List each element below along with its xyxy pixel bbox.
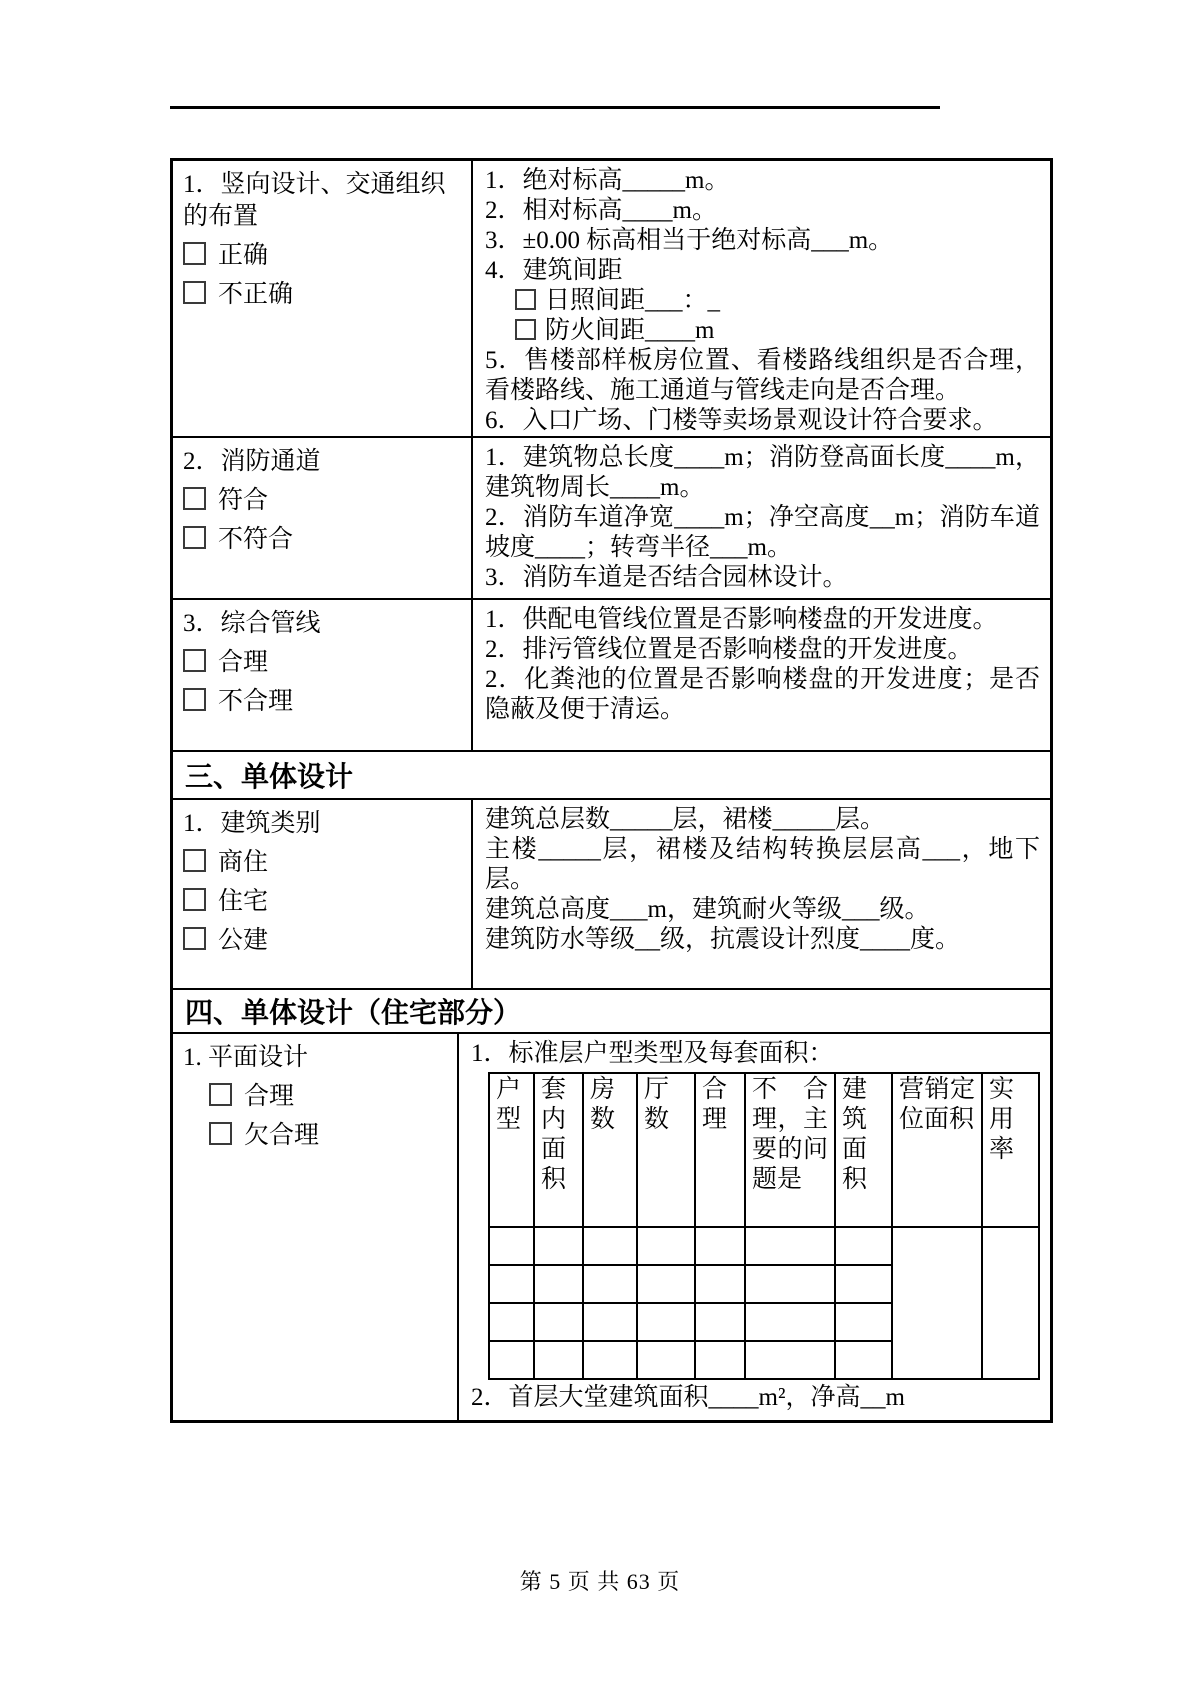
column-header-unit-type: 户型	[489, 1073, 534, 1227]
empty-cell	[637, 1341, 695, 1379]
option-label: 合理	[244, 1083, 295, 1110]
empty-cell	[489, 1303, 534, 1341]
subtable-header-row	[489, 1073, 1039, 1227]
empty-cell	[835, 1227, 892, 1265]
empty-cell	[489, 1227, 534, 1265]
right-cell	[473, 600, 1050, 750]
page-number: 第 5 页 共 63 页	[519, 1569, 681, 1594]
option-label: 住宅	[218, 888, 269, 915]
checkbox-icon	[183, 281, 206, 304]
right-cell	[473, 438, 1050, 598]
checkbox-icon	[209, 1083, 232, 1106]
text-line: 建筑总高度___m，建筑耐火等级___级。	[485, 896, 930, 923]
table-row-building-category	[173, 800, 1050, 990]
checkbox-icon	[183, 649, 206, 672]
option-reasonable	[209, 1081, 449, 1113]
checkbox-icon	[515, 319, 536, 340]
checkbox-icon	[183, 487, 206, 510]
text-line: 建筑防水等级__级，抗震设计烈度____度。	[485, 926, 961, 953]
section-title: 四、单体设计（住宅部分）	[185, 998, 522, 1029]
option-public-building	[183, 925, 463, 957]
empty-cell	[637, 1227, 695, 1265]
empty-cell	[534, 1303, 583, 1341]
empty-cell	[835, 1341, 892, 1379]
empty-cell	[489, 1341, 534, 1379]
column-header-interior-area: 套内面积	[534, 1073, 583, 1227]
empty-cell	[695, 1303, 745, 1341]
checkbox-icon	[515, 289, 536, 310]
left-cell	[173, 161, 473, 436]
text-line: 6．入口广场、门楼等卖场景观设计符合要求。	[485, 407, 998, 434]
option-label: 不正确	[218, 281, 294, 308]
design-review-table	[170, 158, 1053, 1423]
option-residential	[183, 886, 463, 918]
option-incorrect	[183, 279, 463, 311]
option-label: 公建	[218, 927, 269, 954]
option-label: 合理	[218, 649, 269, 676]
empty-cell	[745, 1265, 835, 1303]
text-line: 主楼_____层，裙楼及结构转换层层高___，地下层。	[485, 836, 1040, 893]
option-correct	[183, 240, 463, 272]
checkbox-icon	[183, 888, 206, 911]
check-line-label: 防火间距____m	[545, 317, 715, 344]
text-line: 4．建筑间距	[485, 257, 623, 284]
left-cell	[173, 438, 473, 598]
text-line: 3．±0.00 标高相当于绝对标高___m。	[485, 227, 894, 254]
text-line: 2．消防车道净宽____m；净空高度__m；消防车道坡度____；转弯半径___m。	[485, 504, 1040, 561]
item-title: 2．消防通道	[183, 448, 321, 475]
table-row-vertical-design	[173, 161, 1050, 438]
subtable-outro-line: 2．首层大堂建筑面积____m²，净高__m	[471, 1384, 905, 1411]
check-line-fire-spacing	[515, 316, 1040, 346]
option-less-reasonable	[209, 1120, 449, 1152]
check-line-sunlight-spacing	[515, 286, 1040, 316]
column-header-room-count: 房数	[583, 1073, 637, 1227]
empty-cell	[583, 1227, 637, 1265]
option-nonconform	[183, 524, 463, 556]
text-line: 建筑总层数_____层，裙楼_____层。	[485, 806, 886, 833]
left-cell	[173, 1034, 459, 1420]
table-row-plan-design	[173, 1034, 1050, 1420]
empty-cell	[534, 1265, 583, 1303]
empty-cell	[835, 1303, 892, 1341]
checkbox-icon	[183, 849, 206, 872]
empty-cell	[745, 1303, 835, 1341]
subtable-intro-line: 1．标准层户型类型及每套面积：	[471, 1040, 834, 1067]
empty-cell	[637, 1303, 695, 1341]
empty-cell	[835, 1265, 892, 1303]
empty-cell	[583, 1265, 637, 1303]
option-label: 符合	[218, 487, 269, 514]
checkbox-icon	[183, 927, 206, 950]
header-rule	[170, 106, 940, 109]
section-header-unit-design	[173, 752, 1050, 800]
section-header-unit-design-residential	[173, 990, 1050, 1034]
option-label: 欠合理	[244, 1122, 320, 1149]
table-row-utilities	[173, 600, 1050, 752]
text-line: 2．化粪池的位置是否影响楼盘的开发进度；是否隐蔽及便于清运。	[485, 666, 1040, 723]
option-label: 不符合	[218, 526, 294, 553]
empty-cell	[695, 1227, 745, 1265]
column-header-marketing-area: 营销定位面积	[892, 1073, 982, 1227]
empty-cell	[534, 1341, 583, 1379]
checkbox-icon	[209, 1122, 232, 1145]
left-cell	[173, 800, 473, 988]
option-label: 不合理	[218, 688, 294, 715]
unit-type-subtable	[488, 1072, 1040, 1380]
text-line: 3．消防车道是否结合园林设计。	[485, 564, 848, 591]
checkbox-icon	[183, 242, 206, 265]
checkbox-icon	[183, 688, 206, 711]
item-title: 3．综合管线	[183, 610, 321, 637]
option-label: 商住	[218, 849, 269, 876]
subtable-empty-row	[489, 1227, 1039, 1265]
text-line: 1．供配电管线位置是否影响楼盘的开发进度。	[485, 606, 998, 633]
item-title: 1. 平面设计	[183, 1044, 309, 1071]
text-line: 2．相对标高____m。	[485, 197, 717, 224]
empty-cell	[745, 1341, 835, 1379]
empty-cell-merged-marketing-area	[892, 1227, 982, 1379]
option-label: 正确	[218, 242, 269, 269]
item-title: 1．建筑类别	[183, 810, 321, 837]
check-line-label: 日照间距___：_	[545, 287, 721, 314]
empty-cell	[745, 1227, 835, 1265]
empty-cell	[583, 1303, 637, 1341]
text-line: 2．排污管线位置是否影响楼盘的开发进度。	[485, 636, 973, 663]
table-row-fire-lane	[173, 438, 1050, 600]
column-header-reasonable: 合理	[695, 1073, 745, 1227]
right-cell	[459, 1034, 1050, 1420]
option-conform	[183, 485, 463, 517]
empty-cell	[534, 1227, 583, 1265]
section-title: 三、单体设计	[185, 762, 354, 793]
column-header-efficiency-rate: 实用率	[982, 1073, 1039, 1227]
empty-cell	[695, 1265, 745, 1303]
checkbox-icon	[183, 526, 206, 549]
text-line: 1．绝对标高_____m。	[485, 167, 730, 194]
empty-cell-merged-efficiency-rate	[982, 1227, 1039, 1379]
empty-cell	[489, 1265, 534, 1303]
right-cell	[473, 800, 1050, 988]
text-line: 1．建筑物总长度____m；消防登高面长度____m，建筑物周长____m。	[485, 444, 1040, 501]
column-header-floor-area: 建筑面积	[835, 1073, 892, 1227]
left-cell	[173, 600, 473, 750]
column-header-hall-count: 厅数	[637, 1073, 695, 1227]
empty-cell	[695, 1341, 745, 1379]
option-unreasonable	[183, 686, 463, 718]
text-line: 5．售楼部样板房位置、看楼路线组织是否合理，看楼路线、施工通道与管线走向是否合理。	[485, 347, 1040, 404]
option-reasonable	[183, 647, 463, 679]
empty-cell	[583, 1341, 637, 1379]
option-commercial-residential	[183, 847, 463, 879]
right-cell	[473, 161, 1050, 436]
empty-cell	[637, 1265, 695, 1303]
item-title: 1．竖向设计、交通组织的布置	[183, 171, 446, 230]
column-header-unreasonable-issues: 不合理，主要的问题是	[745, 1073, 835, 1227]
